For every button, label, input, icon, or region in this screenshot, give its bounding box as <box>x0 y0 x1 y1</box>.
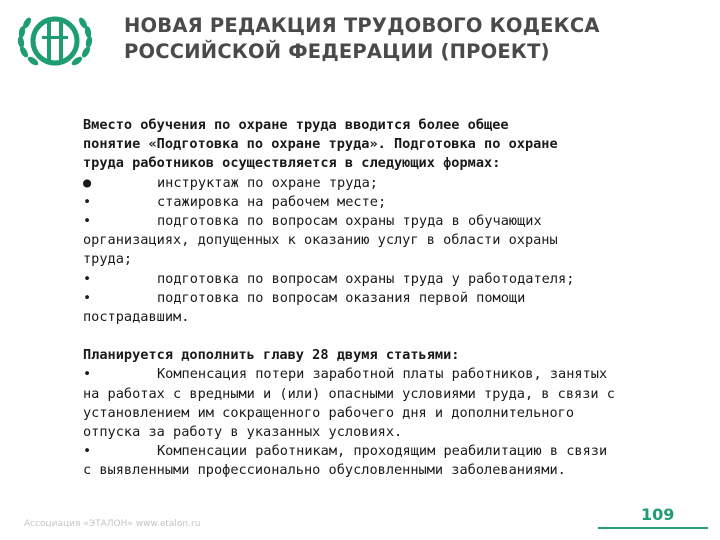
list-item-text: Компенсация потери заработной платы работников, занятых <box>157 366 608 383</box>
bullet-icon: • <box>83 270 92 287</box>
section-heading: Планируется дополнить главу 28 двумя статьями: <box>83 347 460 364</box>
list-item-text: Компенсации работникам, проходящим реабилитацию в связи <box>157 443 608 460</box>
green-emblem-icon <box>14 8 96 74</box>
list-item-text: подготовка по вопросам оказания первой помощи <box>157 289 526 306</box>
page-title <box>124 13 704 65</box>
title-line: РОССИЙСКОЙ ФЕДЕРАЦИИ (ПРОЕКТ) <box>124 40 550 63</box>
bullet-icon: • <box>83 289 92 306</box>
intro-line: труда работников осуществляется в следующих формах: <box>83 155 501 172</box>
list-item <box>83 193 688 212</box>
intro-line: понятие «Подготовка по охране труда». Подготовка по охране <box>83 136 558 153</box>
bullet-icon: • <box>83 212 92 229</box>
list-item-continued: труда; <box>83 251 133 268</box>
list-item-continued: отпуска за работу в указанных условиях. <box>83 424 403 440</box>
list-item <box>83 174 688 193</box>
list-item-continued: пострадавшим. <box>83 308 190 325</box>
list-item <box>83 212 688 231</box>
list-item <box>83 270 688 289</box>
list-item-text: инструктаж по охране труда; <box>157 174 378 191</box>
title-line: НОВАЯ РЕДАКЦИЯ ТРУДОВОГО КОДЕКСА <box>124 14 600 37</box>
list-item-continued: организациях, допущенных к оказанию услуг в области охраны <box>83 232 558 249</box>
list-item-continued: установлением им сокращенного рабочего дня и дополнительного <box>83 404 575 421</box>
bullet-icon: • <box>83 443 92 460</box>
bullet-icon: • <box>83 366 92 383</box>
bullet-icon: • <box>83 193 92 210</box>
page-number-rule <box>598 527 708 529</box>
footer-source: Ассоциация «ЭТАЛОН» www.etalon.ru <box>24 519 201 529</box>
list-item-text: подготовка по вопросам охраны труда у работодателя; <box>157 270 575 287</box>
list-item-continued: на работах с вредными и (или) опасными условиями труда, в связи с <box>83 385 615 402</box>
slide-body <box>83 116 688 481</box>
list-item-text: стажировка на рабочем месте; <box>157 193 387 210</box>
list-item-continued: с выявленными профессионально обусловленными заболеваниями. <box>83 462 566 479</box>
list-item <box>83 442 688 461</box>
list-item <box>83 289 688 308</box>
list-item <box>83 365 688 384</box>
intro-line: Вместо обучения по охране труда вводится более общее <box>83 117 509 133</box>
list-item-text: подготовка по вопросам охраны труда в обучающих <box>157 212 542 229</box>
bullet-icon: ● <box>83 174 92 191</box>
page-number: 109 <box>641 505 675 524</box>
